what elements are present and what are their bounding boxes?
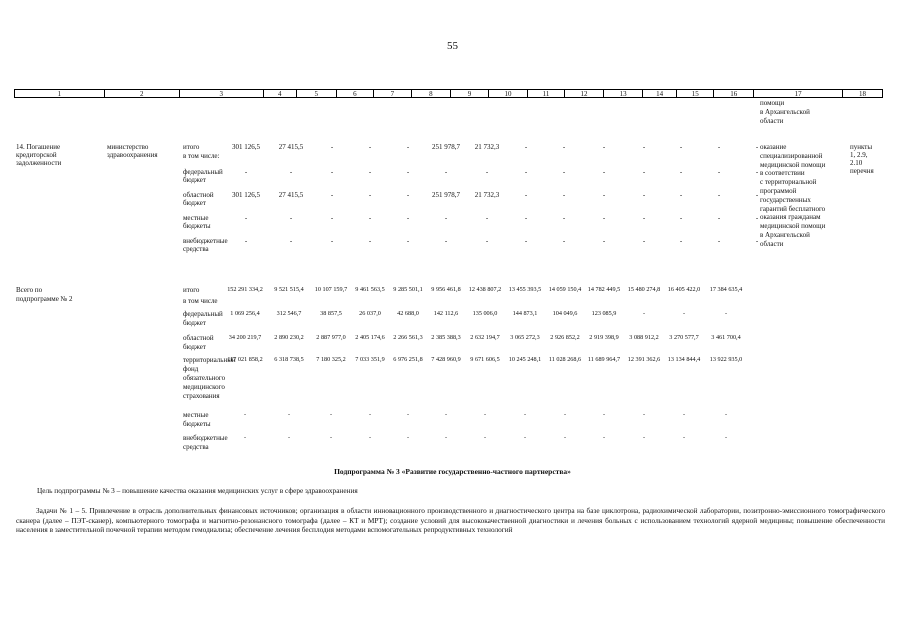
value-cell: 2 926 852,2 — [550, 334, 580, 341]
value-cell: - — [642, 411, 646, 418]
total-name: подпрограмме № 2 — [16, 295, 73, 303]
col-header: 5 — [297, 90, 337, 97]
value-cell: 13 922 935,0 — [709, 356, 743, 363]
subprogram-3-title: Подпрограмма № 3 «Развитие государственно-частного партнерства» — [334, 467, 571, 476]
row-label-incl: в том числе: — [183, 152, 220, 160]
row-label-territorial-fund: территориальный — [183, 356, 236, 364]
row-label-federal: федеральный — [183, 310, 223, 318]
value-cell: - — [717, 191, 721, 199]
value-cell: - — [406, 237, 410, 245]
row-label-regional: областной — [183, 191, 214, 199]
value-cell: 14 059 150,4 — [548, 286, 582, 293]
value-cell: - — [330, 191, 334, 199]
value-cell: - — [368, 191, 372, 199]
value-cell: 14 782 449,5 — [587, 286, 621, 293]
value-cell: - — [289, 237, 293, 245]
row-label-itogo: итого — [183, 143, 200, 151]
expected-result-line: специализированной — [760, 151, 823, 160]
value-cell: - — [602, 237, 606, 245]
row-label-territorial-fund: фонд — [183, 365, 199, 373]
col-header: 8 — [412, 90, 451, 97]
value-cell: 21 732,3 — [474, 191, 500, 199]
row-label-territorial-fund: обязательного — [183, 374, 226, 382]
value-cell: - — [563, 411, 567, 418]
value-cell: 9 521 515,4 — [274, 286, 304, 293]
value-cell: 312 546,7 — [276, 310, 302, 317]
value-cell: 2 405 174,6 — [355, 334, 385, 341]
expected-result-line: программой — [760, 187, 797, 195]
indicator-ref: перечня — [850, 167, 874, 175]
value-cell: 9 285 501,1 — [393, 286, 423, 293]
value-cell: 3 088 912,2 — [629, 334, 659, 341]
value-cell: - — [642, 214, 646, 222]
value-cell: - — [523, 434, 527, 441]
value-cell: - — [406, 214, 410, 222]
row-label-local: местные — [183, 214, 209, 222]
expected-result-line: государственных — [760, 195, 811, 204]
expected-result-line: гарантий бесплатного — [760, 204, 826, 213]
value-cell: - — [289, 214, 293, 222]
row-label-offbudget: средства — [183, 443, 209, 451]
col-header: 13 — [604, 90, 643, 97]
value-cell: 3 270 577,7 — [669, 334, 699, 341]
expected-result-line: в соответствии — [760, 169, 805, 178]
value-cell: - — [368, 411, 372, 418]
value-cell: - — [642, 143, 646, 151]
value-cell: 9 956 461,8 — [431, 286, 461, 293]
value-cell: - — [524, 143, 528, 151]
value-cell: - — [330, 237, 334, 245]
row-label-offbudget: средства — [183, 245, 209, 253]
value-cell: - — [602, 411, 606, 418]
value-cell: - — [524, 214, 528, 222]
col-header: 10 — [489, 90, 528, 97]
col-header: 18 — [858, 90, 866, 98]
value-cell: - — [444, 168, 448, 176]
value-cell: - — [562, 168, 566, 176]
expected-result-line: области — [760, 239, 784, 248]
expected-result-line: медицинской помощи — [760, 160, 826, 169]
value-cell: - — [755, 191, 759, 199]
value-cell: 12 391 362,6 — [627, 356, 661, 363]
value-cell: 15 480 274,8 — [627, 286, 661, 293]
value-cell: - — [562, 214, 566, 222]
measure-name: 14. Погашение — [16, 143, 61, 151]
value-cell: 301 126,5 — [232, 143, 260, 151]
value-cell: 251 978,7 — [432, 191, 460, 199]
value-cell: - — [406, 191, 410, 199]
indicator-ref: 1, 2.9, — [850, 151, 868, 159]
value-cell: - — [562, 191, 566, 199]
row-label-offbudget: внебюджетные — [183, 237, 228, 245]
value-cell: 7 428 960,9 — [431, 356, 461, 363]
col-header: 16 — [714, 90, 754, 97]
value-cell: 2 632 194,7 — [470, 334, 500, 341]
col-header: 12 — [565, 90, 604, 97]
value-cell: - — [368, 214, 372, 222]
value-cell: 3 065 272,3 — [510, 334, 540, 341]
value-cell: 2 385 388,3 — [431, 334, 461, 341]
value-cell: - — [329, 411, 333, 418]
value-cell: - — [755, 237, 759, 245]
value-cell: - — [368, 237, 372, 245]
value-cell: 135 006,0 — [472, 310, 498, 317]
row-label-regional: областной — [183, 334, 214, 342]
row-label-incl: в том числе — [183, 297, 218, 305]
value-cell: - — [724, 310, 728, 317]
value-cell: 142 112,6 — [433, 310, 459, 317]
value-cell: - — [406, 168, 410, 176]
value-cell: 7 033 351,9 — [355, 356, 385, 363]
row-label-local: бюджеты — [183, 222, 211, 230]
value-cell: 3 461 700,4 — [711, 334, 741, 341]
value-cell: 6 976 251,8 — [393, 356, 423, 363]
value-cell: - — [485, 168, 489, 176]
executor: министерство — [107, 143, 149, 151]
col-header: 9 — [451, 90, 489, 97]
value-cell: 251 978,7 — [432, 143, 460, 151]
value-cell: - — [330, 143, 334, 151]
value-cell: 13 455 393,5 — [508, 286, 542, 293]
value-cell: 7 180 325,2 — [316, 356, 346, 363]
expected-result-line: с территориальной — [760, 178, 817, 187]
value-cell: - — [679, 214, 683, 222]
value-cell: 11 689 964,7 — [587, 356, 621, 363]
value-cell: 13 134 844,4 — [667, 356, 701, 363]
value-cell: - — [289, 168, 293, 176]
value-cell: - — [444, 237, 448, 245]
subprogram-3-goal: Цель подпрограммы № 3 – повышение качества оказания медицинских услуг в сфере здравоохранения — [37, 486, 358, 495]
value-cell: - — [642, 434, 646, 441]
value-cell: 21 732,3 — [474, 143, 500, 151]
value-cell: 12 438 807,2 — [468, 286, 502, 293]
value-cell: - — [679, 191, 683, 199]
value-cell: 11 028 268,6 — [548, 356, 582, 363]
value-cell: - — [602, 191, 606, 199]
total-name: Всего по — [16, 286, 43, 294]
value-cell: 2 919 398,9 — [589, 334, 619, 341]
value-cell: - — [682, 310, 686, 317]
value-cell: - — [444, 411, 448, 418]
value-cell: - — [329, 434, 333, 441]
value-cell: - — [368, 143, 372, 151]
col-header: 7 — [374, 90, 412, 97]
value-cell: - — [724, 434, 728, 441]
col-header: 4 — [264, 90, 297, 97]
value-cell: 152 291 334,2 — [227, 286, 263, 293]
value-cell: - — [563, 434, 567, 441]
col-header: 6 — [337, 90, 374, 97]
value-cell: - — [444, 214, 448, 222]
value-cell: 2 266 561,3 — [393, 334, 423, 341]
value-cell: - — [244, 214, 248, 222]
value-cell: 2 890 230,2 — [274, 334, 304, 341]
row-label-regional: бюджет — [183, 343, 206, 351]
value-cell: 10 107 159,7 — [314, 286, 348, 293]
value-cell: - — [244, 168, 248, 176]
value-cell: - — [330, 214, 334, 222]
col-header: 1 — [15, 90, 105, 97]
expected-result-line: в Архангельской — [760, 231, 810, 239]
value-cell: - — [483, 434, 487, 441]
row-label-local: бюджеты — [183, 420, 211, 428]
indicator-ref: пункты — [850, 143, 873, 151]
col-header: 15 — [677, 90, 714, 97]
value-cell: - — [524, 168, 528, 176]
value-cell: 27 415,5 — [278, 191, 304, 199]
row-label-federal: бюджет — [183, 319, 206, 327]
value-cell: - — [243, 411, 247, 418]
value-cell: - — [562, 143, 566, 151]
value-cell: 38 857,5 — [320, 310, 342, 317]
value-cell: - — [679, 143, 683, 151]
value-cell: - — [602, 214, 606, 222]
value-cell: - — [406, 411, 410, 418]
row-label-local: местные — [183, 411, 209, 419]
page-number: 55 — [447, 40, 458, 52]
value-cell: - — [602, 143, 606, 151]
value-cell: - — [755, 143, 759, 151]
value-cell: - — [444, 434, 448, 441]
value-cell: 34 200 219,7 — [228, 334, 262, 341]
value-cell: - — [717, 143, 721, 151]
value-cell: - — [244, 237, 248, 245]
value-cell: - — [483, 411, 487, 418]
value-cell: - — [485, 237, 489, 245]
value-cell: 9 461 563,5 — [355, 286, 385, 293]
row-label-territorial-fund: медицинского — [183, 383, 225, 391]
value-cell: 2 887 977,0 — [316, 334, 346, 341]
value-cell: - — [682, 434, 686, 441]
col-header: 3 — [180, 90, 264, 97]
value-cell: - — [642, 191, 646, 199]
value-cell: - — [602, 168, 606, 176]
value-cell: - — [642, 237, 646, 245]
value-cell: - — [287, 434, 291, 441]
value-cell: 6 318 738,5 — [274, 356, 304, 363]
value-cell: - — [717, 168, 721, 176]
value-cell: - — [406, 143, 410, 151]
value-cell: - — [679, 168, 683, 176]
value-cell: 16 405 422,0 — [667, 286, 701, 293]
continued-result-line: в Архангельской — [760, 108, 810, 116]
value-cell: - — [524, 237, 528, 245]
measure-name: задолженности — [16, 159, 62, 167]
value-cell: 123 085,9 — [591, 310, 617, 317]
value-cell: - — [717, 214, 721, 222]
value-cell: - — [755, 214, 759, 222]
expected-result-line: оказание — [760, 143, 787, 151]
column-number-header — [14, 89, 883, 98]
value-cell: 144 873,1 — [512, 310, 538, 317]
continued-result-line: области — [760, 117, 784, 125]
value-cell: - — [602, 434, 606, 441]
col-header: 14 — [643, 90, 677, 97]
value-cell: 42 688,0 — [397, 310, 419, 317]
value-cell: - — [368, 168, 372, 176]
subprogram-3-tasks: Задачи № 1 – 5. Привлечение в отрасль дополнительных финансовых источников; организация в области инновационного производственного и диагностического центра на базе циклотрона, радиохимической лаборатории, позитронно-эмиссионного томографического сканера (далее – ПЭТ-сканер), компьютерного томографа и магнитно-резонансного томографа (далее – КТ и МРТ); создание условий для высококачественной диагностики и лечения больных с использованием технологий ядерной медицины; повышение обеспеченности населения в заместительной почечной терапии методом гемодиализа; обеспечение лечения бесплодия методами вспомогательных репродуктивных технологий — [16, 506, 885, 534]
value-cell: 1 069 256,4 — [230, 310, 260, 317]
row-label-offbudget: внебюджетные — [183, 434, 228, 442]
value-cell: 9 671 606,5 — [470, 356, 500, 363]
col-header: 11 — [528, 90, 565, 97]
executor: здравоохранения — [107, 151, 158, 159]
value-cell: - — [682, 411, 686, 418]
value-cell: 104 049,6 — [552, 310, 578, 317]
value-cell: - — [330, 168, 334, 176]
value-cell: - — [642, 310, 646, 317]
value-cell: 10 245 248,1 — [508, 356, 542, 363]
indicator-ref: 2.10 — [850, 159, 863, 167]
row-label-itogo: итого — [183, 286, 200, 294]
row-label-federal: федеральный — [183, 168, 223, 176]
continued-result-line: помощи — [760, 99, 785, 107]
value-cell: 26 037,0 — [359, 310, 381, 317]
col-header: 2 — [105, 90, 180, 97]
value-cell: - — [523, 411, 527, 418]
value-cell: - — [524, 191, 528, 199]
value-cell: 117 021 858,2 — [227, 356, 263, 363]
value-cell: 301 126,5 — [232, 191, 260, 199]
value-cell: - — [717, 237, 721, 245]
row-label-federal: бюджет — [183, 176, 206, 184]
value-cell: - — [679, 237, 683, 245]
value-cell: 27 415,5 — [278, 143, 304, 151]
value-cell: - — [755, 168, 759, 176]
value-cell: - — [642, 168, 646, 176]
value-cell: - — [243, 434, 247, 441]
value-cell: - — [562, 237, 566, 245]
value-cell: - — [406, 434, 410, 441]
value-cell: - — [287, 411, 291, 418]
value-cell: - — [724, 411, 728, 418]
value-cell: - — [368, 434, 372, 441]
row-label-regional: бюджет — [183, 199, 206, 207]
col-header: 17 — [754, 90, 843, 97]
measure-name: кредиторской — [16, 151, 57, 159]
row-label-territorial-fund: страхования — [183, 392, 220, 400]
value-cell: - — [485, 214, 489, 222]
value-cell: 17 384 635,4 — [709, 286, 743, 293]
expected-result-line: оказания гражданам — [760, 213, 821, 222]
expected-result-line: медицинской помощи — [760, 222, 826, 231]
